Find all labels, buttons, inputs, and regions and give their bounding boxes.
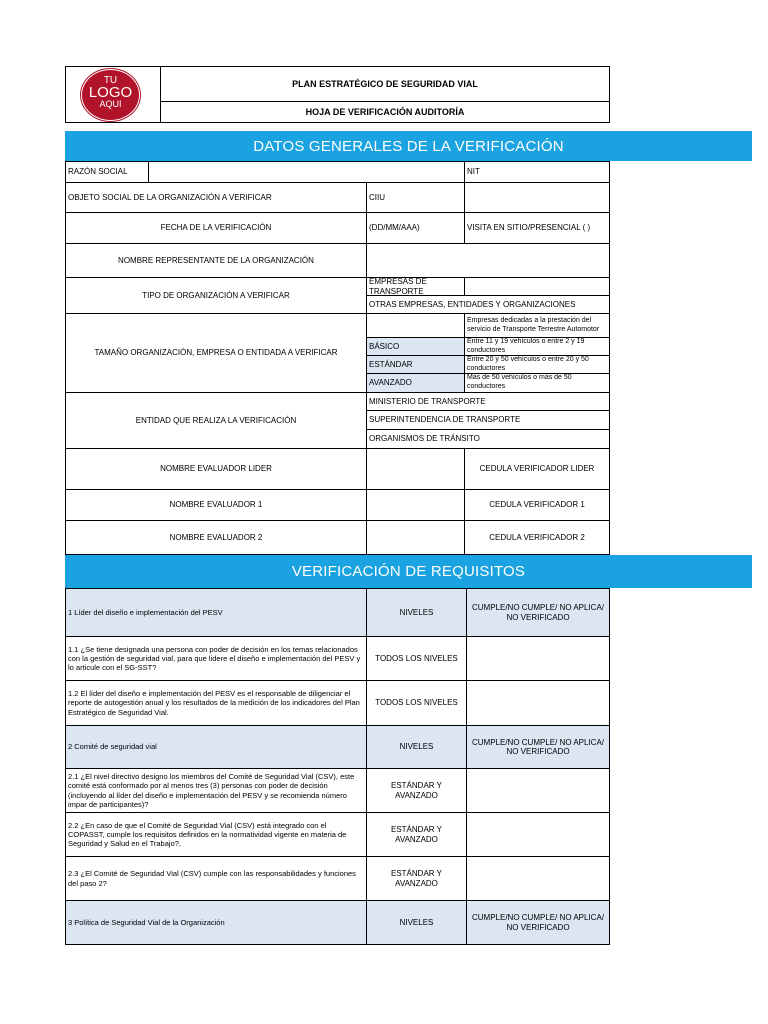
requirement-2-2-level: ESTÁNDAR Y AVANZADO bbox=[366, 812, 467, 857]
tipo-empresas-transporte-check[interactable] bbox=[464, 277, 610, 296]
tamano-organizacion-label: TAMAÑO ORGANIZACIÓN, EMPRESA O ENTIDADA A VERIFICAR bbox=[65, 313, 367, 393]
tamano-blank bbox=[366, 313, 465, 338]
section-requirements-title: VERIFICACIÓN DE REQUISITOS bbox=[65, 555, 752, 588]
requirement-1-2-result[interactable] bbox=[466, 680, 610, 726]
logo-line-2: LOGO bbox=[88, 84, 133, 101]
tipo-empresas-transporte[interactable]: EMPRESAS DE TRANSPORTE bbox=[366, 277, 465, 296]
ciiu-label: CIIU bbox=[366, 182, 465, 213]
representante-label: NOMBRE REPRESENTANTE DE LA ORGANIZACIÓN bbox=[65, 243, 367, 278]
cedula-lider-label: CEDULA VERIFICADOR LIDER bbox=[464, 448, 610, 490]
requirement-3-title: 3 Política de Seguridad Vial de la Organización bbox=[65, 900, 367, 945]
entidad-superintendencia[interactable]: SUPERINTENDENCIA DE TRANSPORTE bbox=[366, 410, 610, 430]
razon-social-field[interactable] bbox=[148, 161, 465, 183]
nivel-avanzado-desc: Más de 50 vehículos o más de 50 conductores bbox=[464, 373, 610, 393]
objeto-social-label: OBJETO SOCIAL DE LA ORGANIZACIÓN A VERIFICAR bbox=[65, 182, 367, 213]
requirement-1-1-text: 1.1 ¿Se tiene designada una persona con poder de decisión en los temas relacionados con la gestión de seguridad vial, para que lidere el diseño e implementación del PESV y lo articule con el SG-SST? bbox=[65, 636, 367, 681]
requirement-2-1-result[interactable] bbox=[466, 768, 610, 813]
cedula-1-label: CEDULA VERIFICADOR 1 bbox=[464, 489, 610, 521]
fecha-format-field[interactable]: (DD/MM/AAA) bbox=[366, 212, 465, 244]
fecha-label: FECHA DE LA VERIFICACIÓN bbox=[65, 212, 367, 244]
evaluador-2-label: NOMBRE EVALUADOR 2 bbox=[65, 520, 367, 555]
requirement-2-3-text: 2.3 ¿El Comité de Seguridad Vial (CSV) cumple con las responsabilidades y funciones del paso 2? bbox=[65, 856, 367, 901]
logo-line-1: TU bbox=[103, 75, 118, 86]
entidad-ministerio[interactable]: MINISTERIO DE TRANSPORTE bbox=[366, 392, 610, 411]
evaluador-1-field[interactable] bbox=[366, 489, 465, 521]
nivel-estandar[interactable]: ESTÁNDAR bbox=[366, 355, 465, 374]
requirement-1-1-result[interactable] bbox=[466, 636, 610, 681]
logo-line-3: AQUI bbox=[99, 99, 122, 109]
requirement-2-1-text: 2.1 ¿El nivel directivo designo los miembros del Comité de Seguridad Vial (CSV), este comité está conformado por al menos tres (3) personas con poder de decisión (incluyendo al líder del diseño e implementación del PESV y se recomienda número impar de participantes)? bbox=[65, 768, 367, 813]
requirement-1-2-level: TODOS LOS NIVELES bbox=[366, 680, 467, 726]
razon-social-label: RAZÓN SOCIAL bbox=[65, 161, 149, 183]
evaluador-2-field[interactable] bbox=[366, 520, 465, 555]
requirement-2-2-text: 2.2 ¿En caso de que el Comité de Seguridad Vial (CSV) está integrado con el COPASST, cumple los requisitos definidos en la normatividad vigente en materia de Seguridad y Salud en el Trabajo?, bbox=[65, 812, 367, 857]
requirement-1-1-level: TODOS LOS NIVELES bbox=[366, 636, 467, 681]
requirement-2-3-result[interactable] bbox=[466, 856, 610, 901]
requirement-1-2-text: 1.2 El líder del diseño e implementación del PESV es el responsable de diligenciar el reporte de autogestión anual y los resultados de la medición de los indicadores del Plan Estratégico de Seguridad Vial. bbox=[65, 680, 367, 726]
tipo-otras-empresas[interactable]: OTRAS EMPRESAS, ENTIDADES Y ORGANIZACIONES bbox=[366, 295, 610, 314]
company-logo bbox=[82, 70, 139, 120]
requirement-3-result-header: CUMPLE/NO CUMPLE/ NO APLICA/ NO VERIFICADO bbox=[466, 900, 610, 945]
requirement-2-2-result[interactable] bbox=[466, 812, 610, 857]
requirement-1-title: 1 Líder del diseño e implementación del PESV bbox=[65, 588, 367, 637]
nivel-avanzado[interactable]: AVANZADO bbox=[366, 373, 465, 393]
objeto-social-field[interactable] bbox=[464, 182, 610, 213]
nivel-basico[interactable]: BÁSICO bbox=[366, 337, 465, 356]
requirement-1-result-header: CUMPLE/NO CUMPLE/ NO APLICA/ NO VERIFICADO bbox=[466, 588, 610, 637]
entidad-organismos[interactable]: ORGANISMOS DE TRÁNSITO bbox=[366, 429, 610, 449]
nit-label: NIT bbox=[464, 161, 610, 183]
requirement-2-title: 2 Comité de seguridad vial bbox=[65, 725, 367, 769]
document-subtitle: HOJA DE VERIFICACIÓN AUDITORÍA bbox=[160, 101, 610, 123]
cedula-2-label: CEDULA VERIFICADOR 2 bbox=[464, 520, 610, 555]
evaluador-1-label: NOMBRE EVALUADOR 1 bbox=[65, 489, 367, 521]
requirement-1-level: NIVELES bbox=[366, 588, 467, 637]
nivel-estandar-desc: Entre 20 y 50 vehículos o entre 20 y 50 conductores bbox=[464, 355, 610, 374]
requirement-2-3-level: ESTÁNDAR Y AVANZADO bbox=[366, 856, 467, 901]
evaluador-lider-label: NOMBRE EVALUADOR LIDER bbox=[65, 448, 367, 490]
requirement-3-level: NIVELES bbox=[366, 900, 467, 945]
tamano-nota: Empresas dedicadas a la prestación del servicio de Transporte Terrestre Automotor bbox=[464, 313, 610, 338]
evaluador-lider-field[interactable] bbox=[366, 448, 465, 490]
requirement-2-level: NIVELES bbox=[366, 725, 467, 769]
tipo-organizacion-label: TIPO DE ORGANIZACIÓN A VERIFICAR bbox=[65, 277, 367, 314]
requirement-2-1-level: ESTÁNDAR Y AVANZADO bbox=[366, 768, 467, 813]
document-title: PLAN ESTRATÉGICO DE SEGURIDAD VIAL bbox=[160, 66, 610, 102]
section-general-data-title: DATOS GENERALES DE LA VERIFICACIÓN bbox=[65, 131, 752, 161]
visita-presencial-field[interactable]: VISITA EN SITIO/PRESENCIAL ( ) bbox=[464, 212, 610, 244]
nivel-basico-desc: Entre 11 y 19 vehículos o entre 2 y 19 conductores bbox=[464, 337, 610, 356]
representante-field[interactable] bbox=[366, 243, 610, 278]
entidad-verificacion-label: ENTIDAD QUE REALIZA LA VERIFICACIÓN bbox=[65, 392, 367, 449]
requirement-2-result-header: CUMPLE/NO CUMPLE/ NO APLICA/ NO VERIFICADO bbox=[466, 725, 610, 769]
